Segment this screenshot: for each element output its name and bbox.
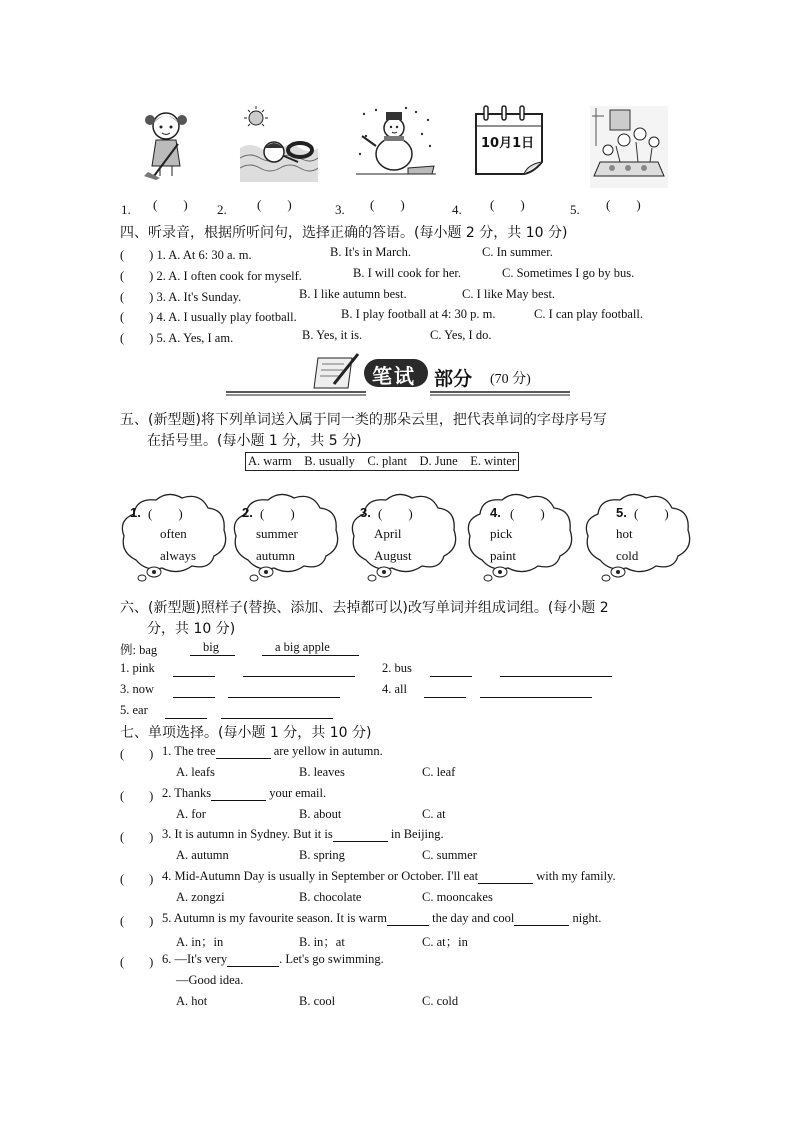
- picture-5-answer-paren[interactable]: ( ): [606, 197, 641, 212]
- s4-q1-lead: ( ) 1. A. At 6: 30 a. m.: [120, 248, 252, 262]
- cloud-1-number: 1.: [130, 505, 141, 520]
- s7-q1-blank[interactable]: [216, 758, 271, 759]
- s4-q2-c: C. Sometimes I go by bus.: [502, 266, 635, 280]
- scroll-pen-icon: [226, 350, 366, 396]
- s7-q4-post: with my family.: [536, 869, 616, 883]
- picture-2-number: 2.: [217, 202, 227, 217]
- s7-q6-option-a: A. hot: [176, 994, 208, 1008]
- cloud-2: [230, 490, 342, 574]
- s7-q4-option-b: B. chocolate: [299, 890, 362, 904]
- s7-q1-post: are yellow in autumn.: [273, 744, 383, 758]
- s4-q3-lead: ( ) 3. A. It's Sunday.: [120, 290, 242, 304]
- cloud-1: [118, 490, 230, 574]
- calendar-date-text: 10月1日: [481, 136, 535, 151]
- s6-item-4-word-line[interactable]: [424, 697, 466, 698]
- s7-q5-option-b: B. in；at: [299, 935, 345, 949]
- s6-item-1-label: 1. pink: [120, 661, 155, 675]
- s7-q5-paren[interactable]: ( ): [120, 914, 154, 928]
- s7-q5-option-c: C. at；in: [422, 935, 468, 949]
- section-4-title: 四、听录音，根据所听问句，选择正确的答语。(每小题 2 分，共 10 分): [120, 225, 568, 241]
- cloud-3: [348, 490, 460, 574]
- cloud-4-number: 4.: [490, 505, 501, 520]
- s6-item-1-phrase-line[interactable]: [243, 676, 355, 677]
- s6-item-5-label: 5. ear: [120, 703, 148, 717]
- s7-q4-option-c: C. mooncakes: [422, 890, 493, 904]
- cloud-2-answer-paren[interactable]: ( ): [260, 506, 295, 521]
- s7-q3-pre: 3. It is autumn in Sydney. But it is: [162, 827, 333, 841]
- s7-q1-paren[interactable]: ( ): [120, 747, 154, 761]
- s4-q3-c: C. I like May best.: [462, 287, 556, 301]
- s6-example-word: big: [203, 640, 219, 654]
- s4-q3-b: B. I like autumn best.: [299, 287, 407, 301]
- s7-q2-blank[interactable]: [211, 800, 266, 801]
- s7-q4-paren[interactable]: ( ): [120, 872, 154, 886]
- s7-q5-mid: the day and cool: [432, 911, 515, 925]
- s7-q4-blank[interactable]: [478, 883, 533, 884]
- cloud-5-word-1: hot: [616, 526, 633, 541]
- s7-q2-stem: [162, 786, 326, 801]
- s7-q6-option-b: B. cool: [299, 994, 336, 1008]
- cloud-3-answer-paren[interactable]: ( ): [378, 506, 413, 521]
- s7-q6-pre: 6. —It's very: [162, 952, 228, 966]
- s7-q3-option-b: B. spring: [299, 848, 345, 862]
- picture-3-number: 3.: [335, 202, 345, 217]
- cloud-1-word-2: always: [160, 548, 197, 563]
- s6-item-2-label: 2. bus: [382, 661, 412, 675]
- cloud-5: [582, 490, 694, 574]
- s7-q2-option-a: A. for: [176, 807, 206, 821]
- s4-q1-b: B. It's in March.: [330, 245, 412, 259]
- s7-q2-option-c: C. at: [422, 807, 446, 821]
- s7-q6-paren[interactable]: ( ): [120, 955, 154, 969]
- s7-q6-line2: —Good idea.: [176, 973, 244, 987]
- s6-item-3-phrase-line[interactable]: [228, 697, 340, 698]
- s7-q2-pre: 2. Thanks: [162, 786, 212, 800]
- cloud-1-answer-paren[interactable]: ( ): [148, 506, 183, 521]
- cloud-2-word-1: summer: [256, 526, 298, 541]
- banner-title: 部分: [434, 368, 473, 390]
- s7-q3-option-a: A. autumn: [176, 848, 229, 862]
- picture-3-answer-paren[interactable]: ( ): [370, 197, 405, 212]
- s7-q5-post: night.: [572, 911, 602, 925]
- s7-q3-blank[interactable]: [333, 841, 388, 842]
- cloud-5-answer-paren[interactable]: ( ): [634, 506, 669, 521]
- s7-q2-paren[interactable]: ( ): [120, 789, 154, 803]
- s6-example-phrase: a big apple: [275, 640, 330, 654]
- picture-4-number: 4.: [452, 202, 462, 217]
- cloud-4-answer-paren[interactable]: ( ): [510, 506, 545, 521]
- s7-q1-option-c: C. leaf: [422, 765, 456, 779]
- s4-q1-c: C. In summer.: [482, 245, 553, 259]
- s7-q3-stem: [162, 827, 444, 842]
- s6-item-2-word-line[interactable]: [430, 676, 472, 677]
- s6-example-phrase-line: [262, 655, 359, 656]
- banner-score: (70 分): [490, 372, 531, 387]
- s7-q2-post: your email.: [269, 786, 327, 800]
- s4-q4-b: B. I play football at 4: 30 p. m.: [341, 307, 496, 321]
- s6-item-1-word-line[interactable]: [173, 676, 215, 677]
- s6-item-4-label: 4. all: [382, 682, 407, 696]
- s7-q2-option-b: B. about: [299, 807, 342, 821]
- s6-item-5-word-line[interactable]: [165, 718, 207, 719]
- s7-q6-blank[interactable]: [227, 966, 279, 967]
- cloud-3-word-2: August: [374, 548, 412, 563]
- s7-q5-blank-1[interactable]: [387, 925, 429, 926]
- section-6-title-line2: 分，共 10 分): [147, 621, 236, 637]
- cloud-4-word-1: pick: [490, 526, 513, 541]
- s6-item-3-label: 3. now: [120, 682, 155, 696]
- s7-q6-option-c: C. cold: [422, 994, 459, 1008]
- cloud-5-word-2: cold: [616, 548, 639, 563]
- s7-q1-stem: [162, 744, 383, 759]
- section-6-title-line1: 六、(新型题)照样子(替换、添加、去掉都可以)改写单词并组成词组。(每小题 2: [120, 600, 609, 616]
- s7-q6-stem: [162, 952, 384, 967]
- s6-example-label: 例: bag: [120, 643, 158, 657]
- s6-item-2-phrase-line[interactable]: [500, 676, 612, 677]
- s7-q4-pre: 4. Mid-Autumn Day is usually in September or October. I'll eat: [162, 869, 479, 883]
- word-options-box: A. warm B. usually C. plant D. June E. winter: [245, 452, 519, 471]
- family-picnic-icon: [590, 106, 668, 188]
- s4-q4-lead: ( ) 4. A. I usually play football.: [120, 310, 297, 324]
- section-5-title-line1: 五、(新型题)将下列单词送入属于同一类的那朵云里，把代表单词的字母序号写: [120, 412, 607, 428]
- s4-q2-b: B. I will cook for her.: [353, 266, 461, 280]
- banner-underline: [430, 390, 570, 396]
- s6-item-4-phrase-line[interactable]: [480, 697, 592, 698]
- picture-4-answer-paren[interactable]: ( ): [490, 197, 525, 212]
- picture-1-number: 1.: [121, 202, 131, 217]
- picture-5-number: 5.: [570, 202, 580, 217]
- cloud-3-number: 3.: [360, 505, 371, 520]
- snowman-icon: [356, 106, 436, 178]
- s7-q1-option-a: A. leafs: [176, 765, 215, 779]
- s7-q1-option-b: B. leaves: [299, 765, 345, 779]
- s4-q4-c: C. I can play football.: [534, 307, 643, 321]
- s4-q5-lead: ( ) 5. A. Yes, I am.: [120, 331, 234, 345]
- s7-q5-pre: 5. Autumn is my favourite season. It is warm: [162, 911, 387, 925]
- banner-badge-text: 笔试: [372, 364, 416, 388]
- boy-swimming-icon: [238, 104, 318, 182]
- s7-q3-option-c: C. summer: [422, 848, 477, 862]
- s7-q5-option-a: A. in；in: [176, 935, 224, 949]
- cloud-4: [464, 490, 576, 574]
- cloud-5-number: 5.: [616, 505, 627, 520]
- cloud-1-word-1: often: [160, 526, 187, 541]
- s7-q4-stem: [162, 869, 616, 884]
- section-7-title: 七、单项选择。(每小题 1 分，共 10 分): [120, 725, 372, 741]
- s4-q5-b: B. Yes, it is.: [302, 328, 363, 342]
- s4-q5-c: C. Yes, I do.: [430, 328, 492, 342]
- s7-q5-blank-2[interactable]: [514, 925, 569, 926]
- s6-item-3-word-line[interactable]: [173, 697, 215, 698]
- s6-example-word-line: [190, 655, 235, 656]
- cloud-2-word-2: autumn: [256, 548, 295, 563]
- s7-q1-pre: 1. The tree: [162, 744, 216, 758]
- cloud-4-word-2: paint: [490, 548, 516, 563]
- s7-q5-stem: [162, 911, 601, 926]
- cloud-2-number: 2.: [242, 505, 253, 520]
- s7-q4-option-a: A. zongzi: [176, 890, 225, 904]
- s7-q3-paren[interactable]: ( ): [120, 830, 154, 844]
- picture-2-answer-paren[interactable]: ( ): [257, 197, 292, 212]
- cloud-3-word-1: April: [374, 526, 402, 541]
- s7-q6-post: . Let's go swimming.: [279, 952, 384, 966]
- s7-q3-post: in Beijing.: [390, 827, 444, 841]
- picture-1-answer-paren[interactable]: ( ): [153, 197, 188, 212]
- girl-sweeping-icon: [138, 106, 196, 180]
- s4-q2-lead: ( ) 2. A. I often cook for myself.: [120, 269, 302, 283]
- s6-item-5-phrase-line[interactable]: [221, 718, 333, 719]
- section-5-title-line2: 在括号里。(每小题 1 分，共 5 分): [147, 433, 362, 449]
